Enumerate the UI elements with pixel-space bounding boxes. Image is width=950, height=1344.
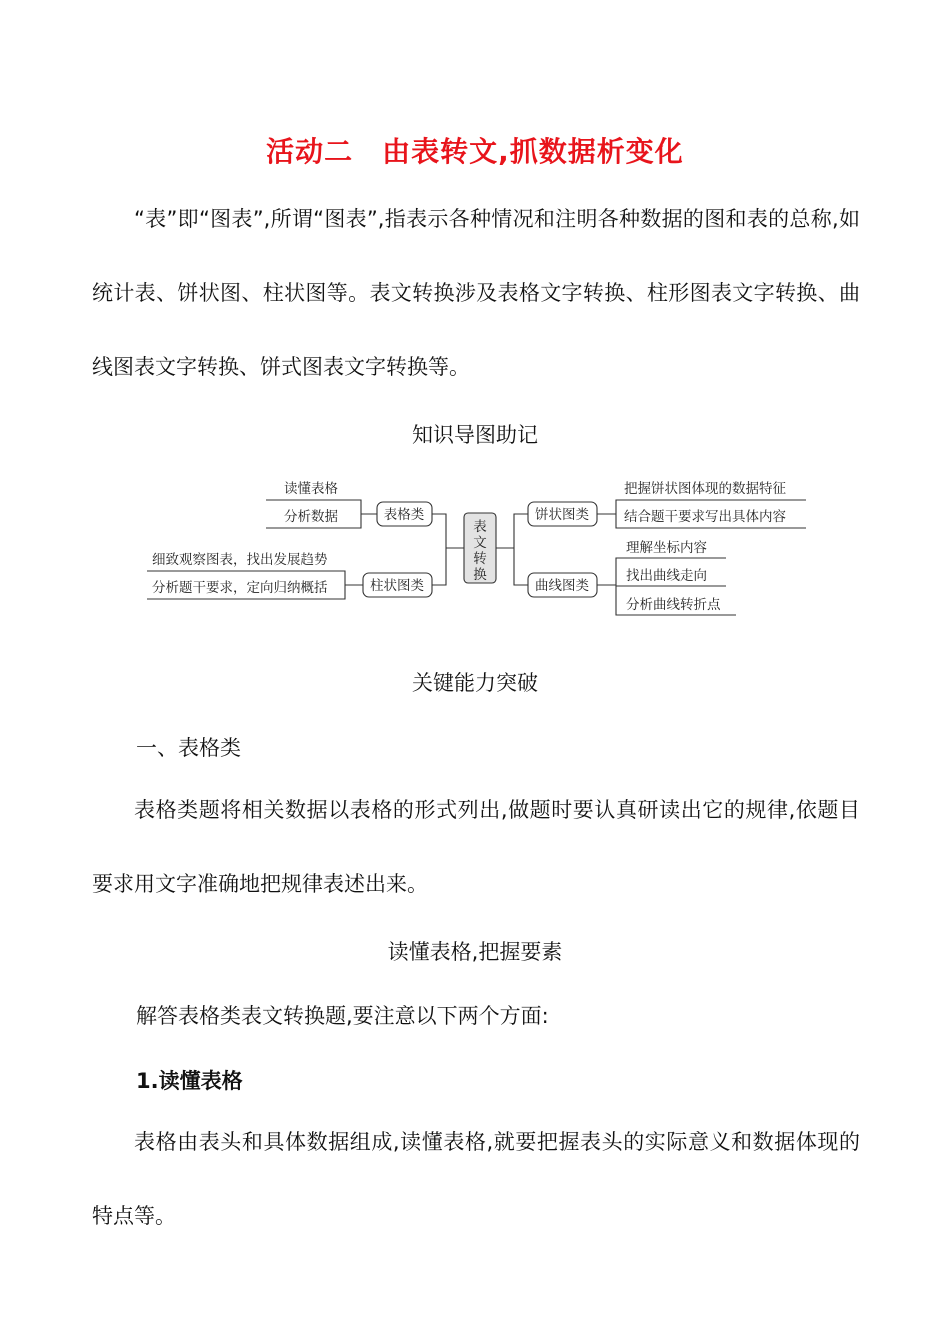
- subsection-heading: 一、表格类: [136, 736, 241, 760]
- mindmap-leaf: 把握饼状图体现的数据特征: [624, 481, 786, 497]
- mindmap-right-connector: [496, 514, 528, 585]
- mindmap-leaf: 分析题干要求，定向归纳概括: [152, 580, 328, 596]
- paragraph-two-aspects: 解答表格类表文转换题,要注意以下两个方面:: [136, 1004, 549, 1028]
- mindmap-leaf: 分析数据: [284, 509, 338, 525]
- mindmap-leaf: 理解坐标内容: [626, 540, 707, 556]
- paragraph-read-table: 表格由表头和具体数据组成,读懂表格,就要把握表头的实际意义和数据体现的特点等。: [92, 1130, 860, 1228]
- mindmap-leaf: 读懂表格: [284, 481, 338, 497]
- mindmap-leaf: 找出曲线走向: [626, 568, 707, 584]
- mindmap-center-char: 转: [473, 551, 487, 567]
- subheading-read-table: 读懂表格,把握要素: [387, 940, 563, 964]
- mindmap-leaf: 分析曲线转折点: [626, 597, 721, 613]
- mindmap-branch-label: 柱状图类: [370, 578, 424, 594]
- mindmap-branch-label: 曲线图类: [535, 578, 589, 594]
- mindmap-branch-label: 表格类: [383, 507, 425, 523]
- mindmap-center-char: 文: [473, 535, 487, 551]
- paragraph-table-intro: 表格类题将相关数据以表格的形式列出,做题时要认真研读出它的规律,依题目要求用文字准确地把规律表述出来。: [92, 798, 860, 896]
- mindmap-left-connector: [432, 514, 464, 585]
- mindmap-leaf: 结合题干要求写出具体内容: [624, 509, 786, 525]
- page-title: 活动二 由表转文,抓数据析变化: [266, 135, 684, 168]
- mindmap-center-char: 表: [473, 519, 487, 535]
- mindmap-diagram: [0, 470, 950, 620]
- mindmap-heading: 知识导图助记: [412, 423, 538, 447]
- point-heading: 1.读懂表格: [136, 1069, 243, 1093]
- intro-paragraph: “表”即“图表”,所谓“图表”,指表示各种情况和注明各种数据的图和表的总称,如统计表、饼状图、柱状图等。表文转换涉及表格文字转换、柱形图表文字转换、曲线图表文字转换、饼式图表文字转换等。: [92, 207, 860, 379]
- mindmap-center-char: 换: [473, 567, 487, 583]
- mindmap-leaf: 细致观察图表，找出发展趋势: [152, 552, 328, 568]
- mindmap-branch-label: 饼状图类: [535, 507, 589, 523]
- section-heading: 关键能力突破: [412, 671, 538, 695]
